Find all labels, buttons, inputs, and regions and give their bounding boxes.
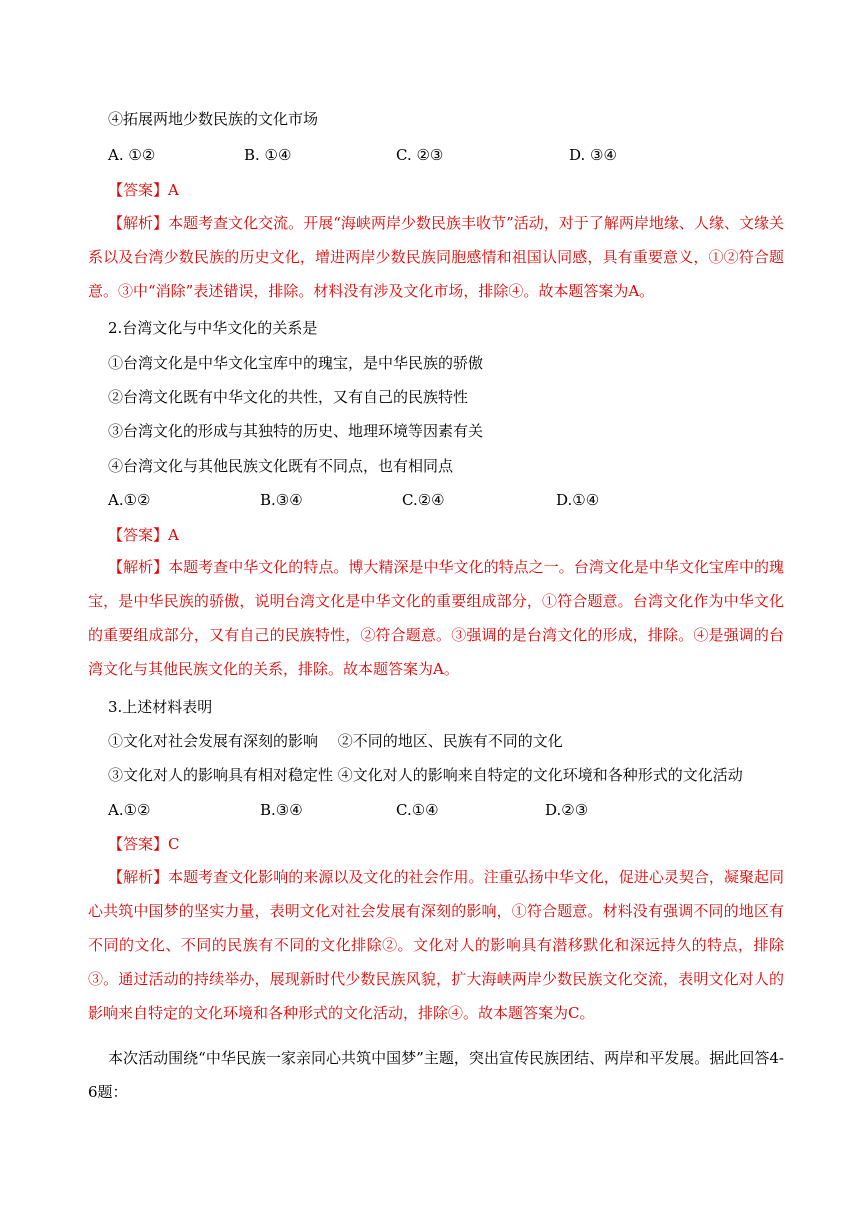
q1-choice-a: A. ①② bbox=[108, 146, 156, 164]
q2-stem: 2.台湾文化与中华文化的关系是 bbox=[108, 319, 318, 337]
q1-option-4: ④拓展两地少数民族的文化市场 bbox=[108, 110, 319, 128]
q1-analysis bbox=[88, 206, 784, 308]
q2-choice-d: D.①④ bbox=[556, 491, 600, 509]
q1-choice-d: D. ③④ bbox=[569, 146, 617, 164]
q3-analysis bbox=[88, 860, 784, 1030]
intro-text: 本次活动围绕“中华民族一家亲同心共筑中国梦”主题，突出宣传民族团结、两岸和平发展。据此回答4-6题： bbox=[88, 1049, 784, 1101]
q3-choice-d: D.②③ bbox=[545, 801, 589, 819]
q2-analysis-text: 【解析】本题考查中华文化的特点。博大精深是中华文化的特点之一。台湾文化是中华文化宝库中的瑰宝，是中华民族的骄傲，说明台湾文化是中华文化的重要组成部分，①符合题意。台湾文化作为中华文化的重要组成部分，又有自己的民族特性，②符合题意。③强调的是台湾文化的形成，排除。④是强调的台湾文化与其他民族文化的关系，排除。故本题答案为A。 bbox=[88, 558, 784, 678]
q3-stem: 3.上述材料表明 bbox=[108, 698, 213, 716]
q2-choice-b: B.③④ bbox=[260, 491, 303, 509]
q2-answer: 【答案】A bbox=[108, 526, 179, 544]
q3-analysis-text: 【解析】本题考查文化影响的来源以及文化的社会作用。注重弘扬中华文化，促进心灵契合，凝聚起同心共筑中国梦的坚实力量，表明文化对社会发展有深刻的影响，①符合题意。材料没有强调不同的地区有不同的文化、不同的民族有不同的文化排除②。文化对人的影响具有潜移默化和深远持久的特点，排除③。通过活动的持续举办，展现新时代少数民族风貌，扩大海峡两岸少数民族文化交流，表明文化对人的影响来自特定的文化环境和各种形式的文化活动，排除④。故本题答案为C。 bbox=[88, 868, 784, 1022]
q1-choice-c: C. ②③ bbox=[396, 146, 444, 164]
q2-choice-a: A.①② bbox=[108, 491, 151, 509]
q1-analysis-text: 【解析】本题考查文化交流。开展“海峡两岸少数民族丰收节”活动，对于了解两岸地缘、人缘、文缘关系以及台湾少数民族的历史文化，增进两岸少数民族同胞感情和祖国认同感，具有重要意义，①②符合题意。③中“消除”表述错误，排除。材料没有涉及文化市场，排除④。故本题答案为A。 bbox=[88, 214, 784, 300]
q2-option-1: ①台湾文化是中华文化宝库中的瑰宝，是中华民族的骄傲 bbox=[108, 354, 484, 372]
q2-option-3: ③台湾文化的形成与其独特的历史、地理环境等因素有关 bbox=[108, 422, 484, 440]
q2-choice-c: C.②④ bbox=[402, 491, 445, 509]
q3-options-line-2: ③文化对人的影响具有相对稳定性 ④文化对人的影响来自特定的文化环境和各种形式的文化活动 bbox=[108, 766, 743, 784]
intro-paragraph bbox=[88, 1041, 784, 1109]
q2-analysis bbox=[88, 550, 784, 686]
q3-answer: 【答案】C bbox=[108, 835, 180, 853]
q3-choice-a: A.①② bbox=[108, 801, 151, 819]
q1-choice-b: B. ①④ bbox=[244, 146, 292, 164]
q2-option-2: ②台湾文化既有中华文化的共性，又有自己的民族特性 bbox=[108, 388, 469, 406]
q2-option-4: ④台湾文化与其他民族文化既有不同点，也有相同点 bbox=[108, 457, 454, 475]
q3-choice-c: C.①④ bbox=[396, 801, 439, 819]
q3-options-line-1: ①文化对社会发展有深刻的影响 ②不同的地区、民族有不同的文化 bbox=[108, 732, 563, 750]
q3-choice-b: B.③④ bbox=[260, 801, 303, 819]
q1-answer: 【答案】A bbox=[108, 181, 179, 199]
